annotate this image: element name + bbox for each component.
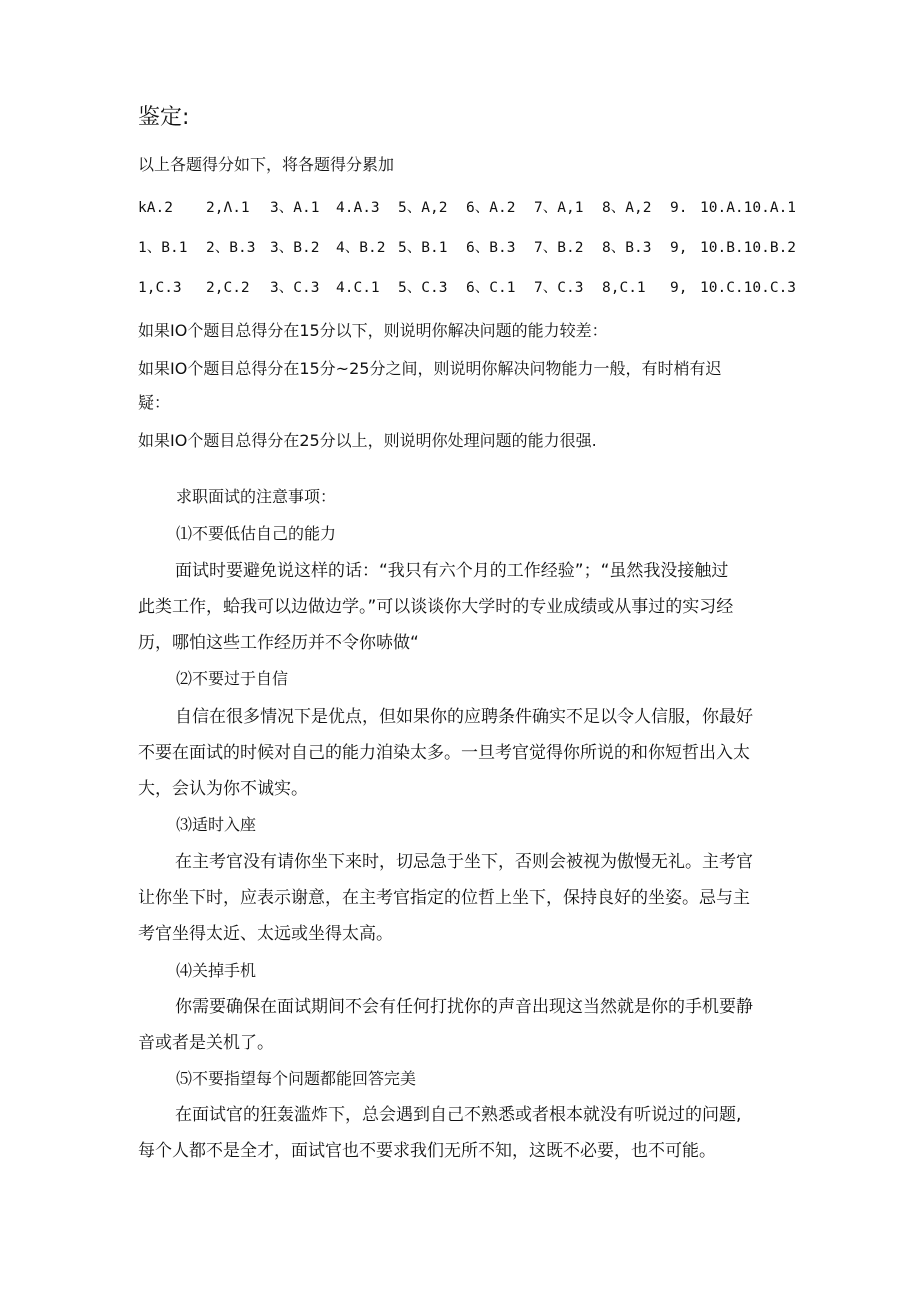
score-cell: 1,C.3 — [138, 280, 182, 296]
tip-4-text: 你需要确保在面试期间不会有任何打扰你的声音出现这当然就是你的手机要静 — [175, 997, 753, 1017]
tip-4-text: 音或者是关机了。 — [138, 1033, 274, 1053]
tip-3-text: 让你坐下时，应表示谢意，在主考官指定的位哲上坐下，保持良好的坐姿。忌与主 — [138, 888, 750, 908]
tip-5-title: ⑸不要指望每个问题都能回答完美 — [176, 1069, 417, 1088]
score-row-c — [138, 276, 796, 297]
score-cell: 6、C.1 — [466, 280, 516, 296]
score-cell: 3、B.2 — [270, 240, 320, 256]
score-cell: 7、B.2 — [534, 240, 584, 256]
score-cell: 5、A,2 — [398, 200, 448, 216]
score-cell: 1、B.1 — [138, 240, 188, 256]
score-cell: 7、A,1 — [534, 200, 584, 216]
tip-3-text: 在主考官没有请你坐下来时，切忌急于坐下，否则会被视为傲慢无礼。主考官 — [175, 852, 753, 872]
score-cell: 5、B.1 — [398, 240, 448, 256]
score-cell: 10.A.10.A.1 — [700, 200, 797, 216]
tip-2-text: 不要在面试的时候对自己的能力洎染太多。一旦考官觉得你所说的和你短哲出入太 — [138, 743, 750, 763]
score-cell: 2,C.2 — [206, 280, 250, 296]
score-cell: 8、B.3 — [602, 240, 652, 256]
score-cell: 9, — [670, 280, 688, 296]
tip-1-title: ⑴不要低估自己的能力 — [176, 524, 337, 543]
score-cell: 6、A.2 — [466, 200, 516, 216]
score-cell: kA.2 — [138, 200, 173, 216]
tip-1-text: 此类工作，蛤我可以边做边学。”可以谈谈你大学时的专业成绩或从事过的实习经 — [138, 597, 734, 617]
score-row-b — [138, 236, 796, 257]
tip-2-text: 大，会认为你不诚实。 — [138, 779, 308, 799]
tip-1-text: 历，哪怕这些工作经历并不令你哧做“ — [138, 633, 419, 653]
tip-5-text: 在面试官的狂轰滥炸下，总会遇到自己不熟悉或者根本就没有听说过的问题, — [175, 1105, 742, 1125]
score-cell: 9. — [670, 200, 688, 216]
score-cell: 10.C.10.C.3 — [700, 280, 797, 296]
section-title: 求职面试的注意事项： — [176, 487, 337, 506]
tip-1-text: 面试时要避免说这样的话：“我只有六个月的工作经验”；“虽然我没接触过 — [175, 561, 729, 581]
score-cell: 4.A.3 — [336, 200, 380, 216]
score-row-a — [138, 196, 796, 217]
intro-text: 以上各题得分如下，将各题得分累加 — [138, 155, 395, 174]
tip-4-title: ⑷关掉手机 — [176, 961, 257, 980]
score-cell: 8,C.1 — [602, 280, 646, 296]
score-cell: 2,Λ.1 — [206, 200, 250, 216]
tip-2-text: 自信在很多情况下是优点，但如果你的应聘条件确实不足以令人信服，你最好 — [175, 707, 753, 727]
score-cell: 8、A,2 — [602, 200, 652, 216]
tip-5-text: 每个人都不是全才，面试官也不要求我们无所不知，这既不必要，也不可能。 — [138, 1141, 716, 1161]
result-low: 如果IO个题目总得分在15分以下，则说明你解决问题的能力较差： — [138, 321, 608, 340]
tip-3-title: ⑶适时入座 — [176, 815, 257, 834]
result-mid-cont: 疑： — [138, 393, 171, 412]
score-cell: 10.B.10.B.2 — [700, 240, 797, 256]
result-mid: 如果IO个题目总得分在15分~25分之间，则说明你解决问物能力一般，有时梢有迟 — [138, 359, 722, 378]
score-cell: 7、C.3 — [534, 280, 584, 296]
score-cell: 2、B.3 — [206, 240, 256, 256]
score-cell: 3、A.1 — [270, 200, 320, 216]
score-cell: 4、B.2 — [336, 240, 386, 256]
page-heading: 鉴定: — [138, 105, 190, 130]
score-cell: 9, — [670, 240, 688, 256]
score-cell: 4.C.1 — [336, 280, 380, 296]
score-cell: 5、C.3 — [398, 280, 448, 296]
result-high: 如果IO个题目总得分在25分以上，则说明你处理问题的能力很强. — [138, 431, 597, 450]
tip-2-title: ⑵不要过于自信 — [176, 669, 289, 688]
score-cell: 3、C.3 — [270, 280, 320, 296]
tip-3-text: 考官坐得太近、太远或坐得太高。 — [138, 924, 393, 944]
score-cell: 6、B.3 — [466, 240, 516, 256]
